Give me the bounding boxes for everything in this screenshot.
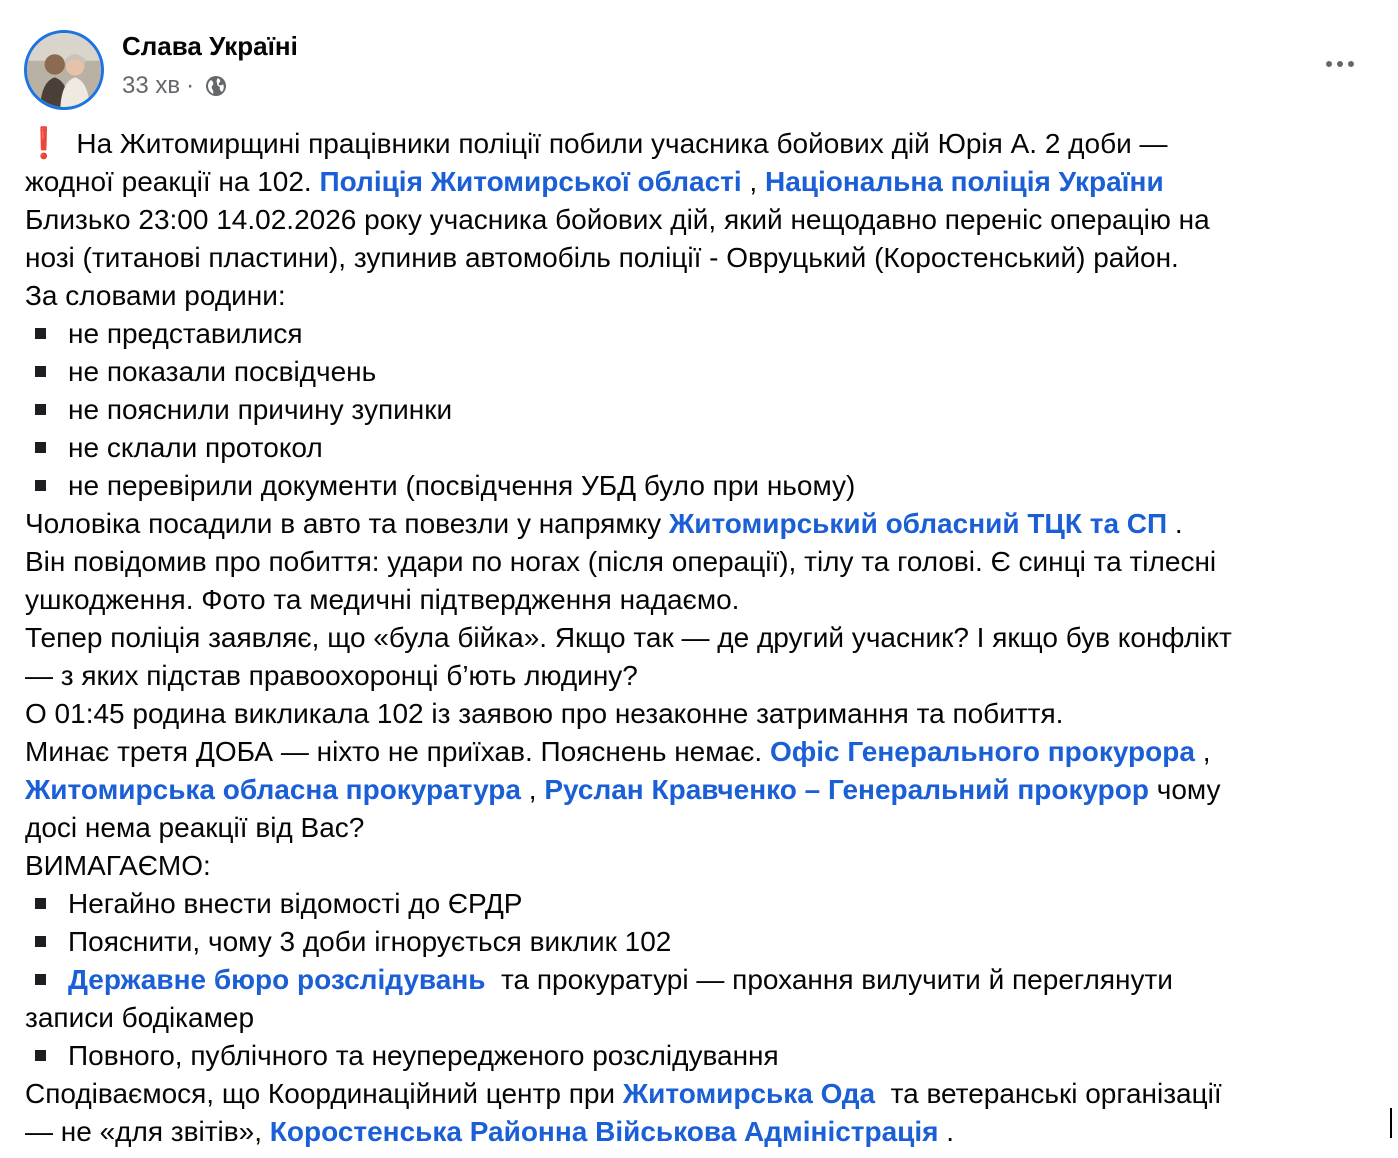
post-text — [25, 125, 1365, 1151]
list-item: не пояснили причину зупинки — [25, 391, 1365, 429]
mention-link[interactable]: Державне бюро розслідувань — [68, 964, 486, 995]
mention-link[interactable]: Руслан Кравченко – Генеральний прокурор — [544, 774, 1149, 805]
post-line: Він повідомив про побиття: удари по ногах (після операції), тілу та голові. Є синці та тілесні — [25, 546, 1217, 577]
meta-separator: · — [186, 72, 195, 99]
post-line: ушкодження. Фото та медичні підтвердження надаємо. — [25, 584, 740, 615]
post-line: Минає третя ДОБА — ніхто не приїхав. Пояснень немає. Офіс Генерального прокурора , — [25, 736, 1211, 767]
post-line: Тепер поліція заявляє, що «була бійка». Якщо так — де другий учасник? І якщо був конфлікт — [25, 622, 1232, 653]
post-line: Сподіваємося, що Координаційний центр при Житомирська Ода та ветеранські організації — [25, 1078, 1222, 1109]
list-item: не показали посвідчень — [25, 353, 1365, 391]
mention-link[interactable]: Поліція Житомирської області — [319, 166, 742, 197]
post-line: досі нема реакції від Вас? — [25, 812, 365, 843]
post-line: ❗ На Житомирщині працівники поліції побили учасника бойових дій Юрія А. 2 доби — — [25, 127, 1168, 160]
post-line: записи бодікамер — [25, 1002, 255, 1033]
list-item: не представилися — [25, 315, 1365, 353]
mention-link[interactable]: Житомирська обласна прокуратура — [25, 774, 521, 805]
post-line: За словами родини: — [25, 280, 286, 311]
post-line: жодної реакції на 102. Поліція Житомирської області , Національна поліція України — [25, 166, 1164, 197]
more-options-icon[interactable] — [1318, 52, 1362, 76]
square-bullet-icon — [35, 366, 46, 377]
post-line: О 01:45 родина викликала 102 із заявою про незаконне затримання та побиття. — [25, 698, 1064, 729]
post-line: ВИМАГАЄМО: — [25, 850, 211, 881]
text-cursor — [1390, 1108, 1392, 1138]
author-avatar[interactable] — [24, 30, 104, 110]
square-bullet-icon — [35, 328, 46, 339]
square-bullet-icon — [35, 898, 46, 909]
list-item: Пояснити, чому 3 доби ігнорується виклик 102 — [25, 923, 1365, 961]
list-item: Повного, публічного та неупередженого розслідування — [25, 1037, 1365, 1075]
square-bullet-icon — [35, 442, 46, 453]
list-item: не перевірили документи (посвідчення УБД було при ньому) — [25, 467, 1365, 505]
globe-icon[interactable] — [204, 74, 228, 98]
mention-link[interactable]: Коростенська Районна Військова Адміністрація — [269, 1116, 939, 1147]
mention-link[interactable]: Житомирський обласний ТЦК та СП — [668, 508, 1168, 539]
list-item: не склали протокол — [25, 429, 1365, 467]
square-bullet-icon — [35, 1050, 46, 1061]
post-time[interactable]: 33 хв — [122, 72, 181, 99]
list-item: Негайно внести відомості до ЄРДР — [25, 885, 1365, 923]
square-bullet-icon — [35, 936, 46, 947]
exclamation-icon: ❗ — [25, 127, 63, 160]
post-meta — [122, 72, 228, 100]
author-name[interactable]: Слава Україні — [122, 31, 298, 61]
list-item: Державне бюро розслідувань та прокуратурі — прохання вилучити й переглянути — [25, 961, 1365, 999]
mention-link[interactable]: Офіс Генерального прокурора — [769, 736, 1195, 767]
square-bullet-icon — [35, 404, 46, 415]
post-line: Чоловіка посадили в авто та повезли у напрямку Житомирський обласний ТЦК та СП . — [25, 508, 1183, 539]
square-bullet-icon — [35, 480, 46, 491]
post-line: Житомирська обласна прокуратура , Руслан Кравченко – Генеральний прокурор чому — [25, 774, 1221, 805]
post-line: — не «для звітів», Коростенська Районна Військова Адміністрація . — [25, 1116, 955, 1147]
mention-link[interactable]: Житомирська Ода — [622, 1078, 876, 1109]
avatar-photo-icon — [27, 33, 101, 107]
post-header — [0, 0, 1398, 120]
square-bullet-icon — [35, 974, 46, 985]
post-line: нозі (титанові пластини), зупинив автомобіль поліції - Овруцький (Коростенський) район. — [25, 242, 1179, 273]
post-line: Близько 23:00 14.02.2026 року учасника бойових дій, який нещодавно переніс операцію на — [25, 204, 1210, 235]
mention-link[interactable]: Національна поліція України — [765, 166, 1164, 197]
post-line: — з яких підстав правоохоронці б’ють людину? — [25, 660, 638, 691]
